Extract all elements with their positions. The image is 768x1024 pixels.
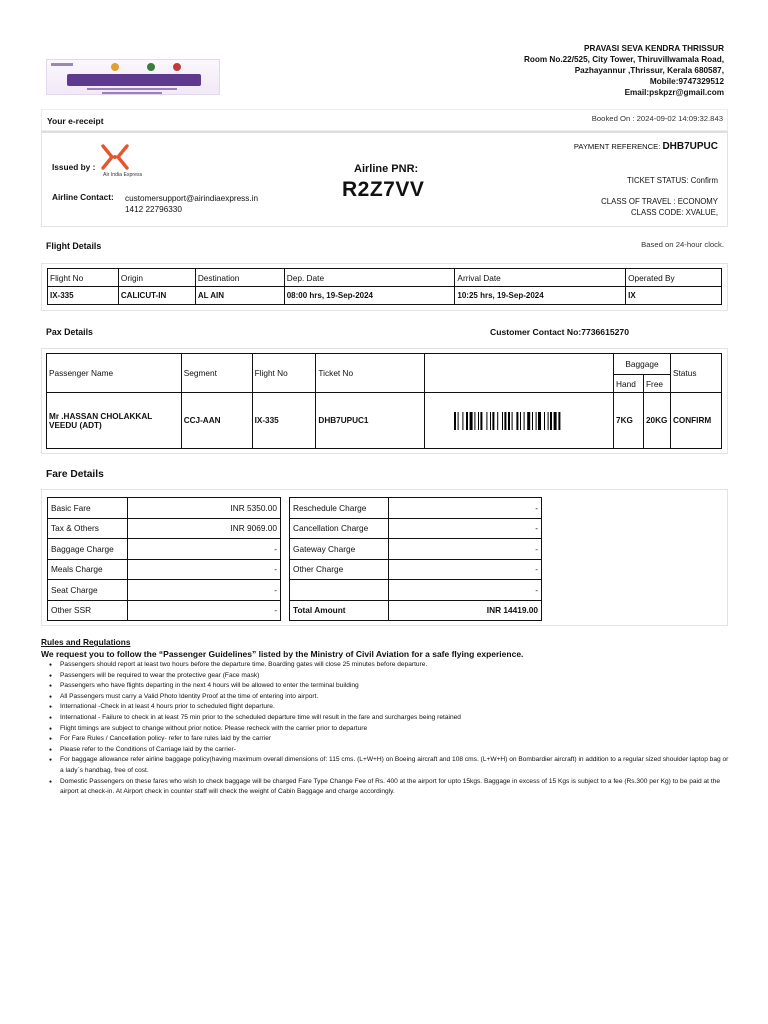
fare-details-title: Fare Details xyxy=(46,469,104,480)
barcode-bar xyxy=(487,412,488,430)
flight-table xyxy=(47,268,722,305)
airline-logo-icon xyxy=(100,144,130,170)
fare-label: Tax & Others xyxy=(48,518,128,539)
fare-row xyxy=(290,518,542,539)
fare-row xyxy=(290,498,542,519)
fare-label: Other SSR xyxy=(48,600,128,621)
table-header-cell: Status xyxy=(670,354,721,393)
fare-row xyxy=(290,600,542,621)
pax-details-title: Pax Details xyxy=(46,327,93,337)
table-cell: CONFIRM xyxy=(670,393,721,449)
barcode-bar xyxy=(466,412,468,430)
fare-value: INR 5350.00 xyxy=(127,498,280,519)
logo-small-text xyxy=(51,63,73,66)
barcode-bar xyxy=(475,412,476,430)
table-row xyxy=(48,287,722,305)
fare-label: Total Amount xyxy=(290,600,389,621)
booked-on: Booked On : 2024-09-02 14:09:32.843 xyxy=(591,114,723,123)
table-cell: 08:00 hrs, 19-Sep-2024 xyxy=(284,287,455,305)
logo-subline xyxy=(87,88,177,90)
rules-title: Rules and Regulations xyxy=(41,637,131,647)
rule-item: ● All Passengers must carry a Valid Photo Identity Proof at the time of entering into airport. xyxy=(49,692,729,703)
fare-label: Meals Charge xyxy=(48,559,128,580)
airline-contact-email: customersupport@airindiaexpress.in xyxy=(125,194,259,203)
barcode-bar xyxy=(524,412,525,430)
table-header-cell: Arrival Date xyxy=(455,269,626,287)
fare-value: INR 9069.00 xyxy=(127,518,280,539)
barcode-image xyxy=(454,412,584,430)
table-cell: AL AIN xyxy=(195,287,284,305)
rule-item: ● Passengers should report at least two hours before the departure time. Boarding gates will close 25 minutes before departure. xyxy=(49,660,729,671)
barcode-bar xyxy=(463,412,464,430)
ereceipt-title: Your e-receipt xyxy=(47,116,104,126)
barcode-bar xyxy=(532,412,533,430)
table-header-cell: Flight No xyxy=(252,354,316,393)
table-cell: CALICUT-IN xyxy=(118,287,195,305)
fare-table-right xyxy=(289,497,542,621)
fare-value: - xyxy=(127,580,280,601)
airline-name: Air India Express xyxy=(103,172,143,178)
table-header-cell: Hand xyxy=(614,375,644,393)
fare-row xyxy=(48,600,281,621)
fare-label: Basic Fare xyxy=(48,498,128,519)
barcode-bar xyxy=(517,412,519,430)
barcode-bar xyxy=(544,412,545,430)
table-header-cell: Dep. Date xyxy=(284,269,455,287)
fare-row xyxy=(48,518,281,539)
fare-table-left xyxy=(47,497,281,621)
table-header-cell: Passenger Name xyxy=(47,354,182,393)
fare-value: - xyxy=(388,498,541,519)
pnr-label: Airline PNR: xyxy=(354,163,419,175)
table-cell: IX-335 xyxy=(48,287,119,305)
barcode-bar xyxy=(550,412,552,430)
table-header-cell: Operated By xyxy=(626,269,722,287)
table-header-cell: Destination xyxy=(195,269,284,287)
fare-label: Baggage Charge xyxy=(48,539,128,560)
fare-value: INR 14419.00 xyxy=(388,600,541,621)
rule-item: ● Passengers will be required to wear the protective gear (Face mask) xyxy=(49,671,729,682)
rules-intro: We request you to follow the “Passenger Guidelines” listed by the Ministry of Civil Aviation for a safe flying experience. xyxy=(41,649,524,659)
table-cell: 10:25 hrs, 19-Sep-2024 xyxy=(455,287,626,305)
ticket-status: TICKET STATUS: Confirm xyxy=(627,176,718,185)
rules-list xyxy=(49,660,729,798)
payment-reference xyxy=(574,141,718,152)
fare-value: - xyxy=(388,559,541,580)
agency-mobile: Mobile:9747329512 xyxy=(649,77,724,86)
fare-label xyxy=(290,580,389,601)
fare-value: - xyxy=(127,559,280,580)
barcode-bar xyxy=(527,412,530,430)
table-header-cell xyxy=(425,354,614,393)
pnr-value: R2Z7VV xyxy=(342,178,425,201)
fare-row xyxy=(290,580,542,601)
fare-row xyxy=(48,580,281,601)
agency-name: PRAVASI SEVA KENDRA THRISSUR xyxy=(584,44,724,53)
flight-details-title: Flight Details xyxy=(46,241,102,251)
barcode-bar xyxy=(508,412,510,430)
barcode-bar xyxy=(493,412,495,430)
table-cell: IX-335 xyxy=(252,393,316,449)
table-cell: 20KG xyxy=(643,393,670,449)
barcode-bar xyxy=(520,412,521,430)
class-of-travel: CLASS OF TRAVEL : ECONOMY xyxy=(601,197,718,206)
airline-contact-label: Airline Contact: xyxy=(52,192,114,202)
logo-emblem xyxy=(111,63,119,71)
clock-note: Based on 24-hour clock. xyxy=(641,240,724,249)
rule-item: ● Domestic Passengers on these fares who wish to check baggage will be charged Fare Type Change Fee of Rs. 400 at the airport for upto 15kgs. Baggage in excess of 15 Kgs is subject to a fee (Rs.300 per Kg) to be paid at the airport at check-in. At Airport check in counter staff will check the weight of Cabin Baggage and charge accordingly. xyxy=(49,777,729,798)
logo-subline xyxy=(102,92,162,94)
logo-emblem xyxy=(147,63,155,71)
rule-item: ● Flight timings are subject to change without prior notice. Please recheck with the carrier prior to departure xyxy=(49,724,729,735)
fare-row xyxy=(48,539,281,560)
class-info xyxy=(601,197,718,218)
fare-row xyxy=(290,559,542,580)
fare-row xyxy=(290,539,542,560)
issued-by-label: Issued by : xyxy=(52,162,96,172)
barcode-bars xyxy=(454,412,560,430)
barcode-bar xyxy=(481,412,483,430)
barcode-bar xyxy=(505,412,507,430)
barcode-bar xyxy=(538,412,541,430)
fare-value: - xyxy=(127,600,280,621)
barcode-bar xyxy=(454,412,456,430)
fare-label: Cancellation Charge xyxy=(290,518,389,539)
barcode-bar xyxy=(536,412,537,430)
fare-value: - xyxy=(388,539,541,560)
table-cell: 7KG xyxy=(614,393,644,449)
fare-row xyxy=(48,559,281,580)
table-header-cell: Flight No xyxy=(48,269,119,287)
barcode-bar xyxy=(458,412,459,430)
table-cell: DHB7UPUC1 xyxy=(316,393,425,449)
payment-reference-value: DHB7UPUC xyxy=(662,141,718,152)
table-header-cell: Baggage xyxy=(614,354,671,375)
table-header-cell: Origin xyxy=(118,269,195,287)
table-header-cell: Segment xyxy=(181,354,252,393)
table-cell: CCJ-AAN xyxy=(181,393,252,449)
rule-item: ● Passengers who have flights departing in the next 4 hours will be allowed to enter the terminal building xyxy=(49,681,729,692)
barcode-bar xyxy=(559,412,561,430)
table-header-row xyxy=(47,354,722,375)
pax-table xyxy=(46,353,722,449)
logo-emblem xyxy=(173,63,181,71)
table-header-cell: Free xyxy=(643,375,670,393)
barcode-bar xyxy=(554,412,557,430)
agency-logo xyxy=(46,59,220,95)
table-header-row xyxy=(48,269,722,287)
barcode-bar xyxy=(478,412,479,430)
fare-label: Other Charge xyxy=(290,559,389,580)
agency-email: Email:pskpzr@gmail.com xyxy=(624,88,724,97)
payment-reference-label: PAYMENT REFERENCE: xyxy=(573,142,661,151)
airline-contact-details xyxy=(125,193,258,215)
agency-address-line: Room No.22/525, City Tower, Thiruvillwamala Road, xyxy=(523,55,724,64)
fare-label: Gateway Charge xyxy=(290,539,389,560)
fare-row xyxy=(48,498,281,519)
barcode-bar xyxy=(548,412,549,430)
table-row xyxy=(47,393,722,449)
agency-address-line: Pazhayannur ,Thrissur, Kerala 680587, xyxy=(574,66,724,75)
fare-value: - xyxy=(388,580,541,601)
fare-label: Reschedule Charge xyxy=(290,498,389,519)
passenger-name-cont: VEEDU (ADT) xyxy=(49,420,102,430)
fare-value: - xyxy=(388,518,541,539)
customer-contact: Customer Contact No:7736615270 xyxy=(490,327,629,337)
rule-item: ● For Fare Rules / Cancellation policy- refer to fare rules laid by the carrier xyxy=(49,734,729,745)
rule-item: ● For baggage allowance refer airline baggage policy(having maximum overall dimensions of: 115 cms. (L+W+H) on Boeing aircraft and 108 cms. (L+W+H) on Bombardier aircraft) in addition to a regular sized shoulder laptop bag or a lady`s handbag, free of cost. xyxy=(49,755,729,776)
fare-value: - xyxy=(127,539,280,560)
barcode-bar xyxy=(490,412,491,430)
barcode-cell xyxy=(425,393,614,449)
barcode-bar xyxy=(512,412,513,430)
airline-contact-phone: 1412 22796330 xyxy=(125,205,182,214)
table-cell: IX xyxy=(626,287,722,305)
fare-label: Seat Charge xyxy=(48,580,128,601)
passenger-name-cell xyxy=(47,393,182,449)
barcode-bar xyxy=(497,412,498,430)
class-code: CLASS CODE: XVALUE, xyxy=(631,207,718,217)
logo-banner xyxy=(67,74,201,86)
rule-item: ● Please refer to the Conditions of Carriage laid by the carrier- xyxy=(49,745,729,756)
passenger-name: Mr .HASSAN CHOLAKKAL xyxy=(49,411,153,421)
rule-item: ● International - Failure to check in at least 75 min prior to the scheduled departure time will result in the fare and surcharges being retained xyxy=(49,713,729,724)
agency-address-block xyxy=(524,43,724,98)
barcode-bar xyxy=(502,412,503,430)
rule-item: ● International -Check in at least 4 hours prior to scheduled flight departure. xyxy=(49,702,729,713)
table-header-cell: Ticket No xyxy=(316,354,425,393)
barcode-bar xyxy=(470,412,473,430)
